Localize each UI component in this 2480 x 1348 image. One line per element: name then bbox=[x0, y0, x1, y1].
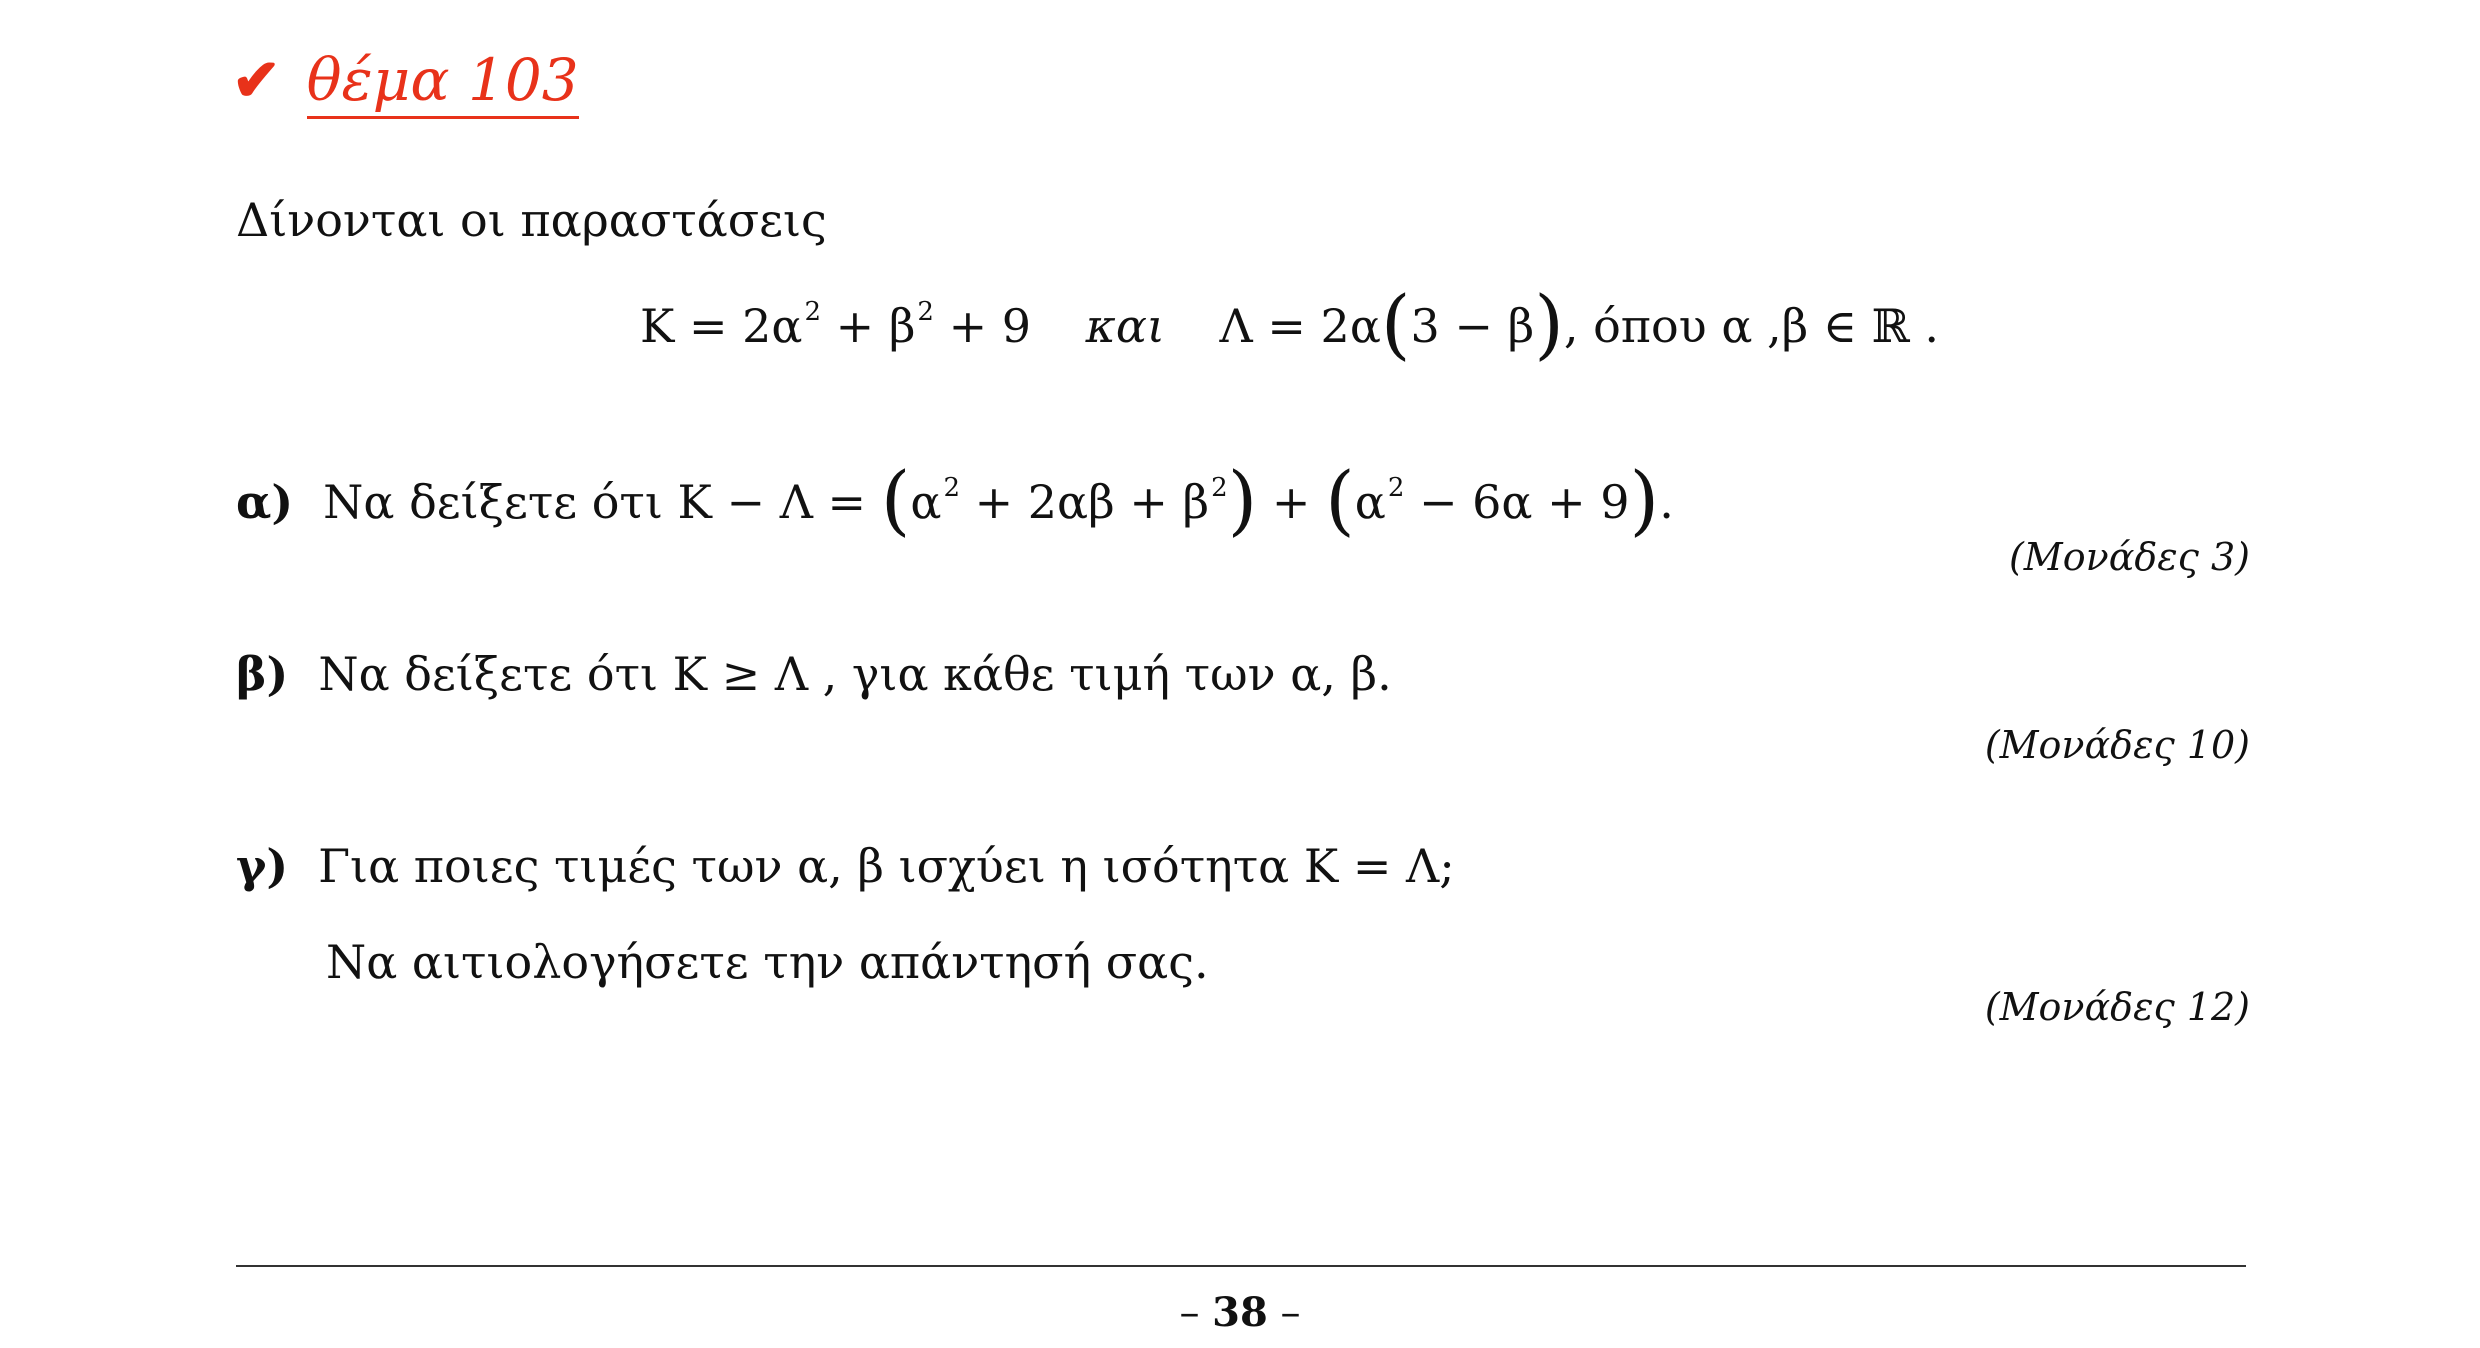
part-b-text: Να δείξετε ότι K ≥ Λ , για κάθε τιμή των α, β. bbox=[318, 647, 1392, 701]
part-a-plus: + bbox=[1257, 475, 1326, 529]
part-a-exp-2: 2 bbox=[1211, 473, 1228, 503]
part-a-label: α) bbox=[236, 475, 294, 529]
part-a-term-1b: + 2αβ + β bbox=[959, 475, 1210, 529]
where-word: , όπου bbox=[1563, 299, 1707, 353]
part-b-points: (Μονάδες 10) bbox=[1984, 723, 2250, 767]
k-expr-mid: + β bbox=[821, 299, 916, 353]
paren-close: ) bbox=[1534, 279, 1564, 368]
part-b-label: β) bbox=[236, 647, 289, 701]
k-expr-start: K = 2α bbox=[640, 299, 803, 353]
part-a-exp-3: 2 bbox=[1387, 473, 1405, 503]
part-a-term-2b: − 6α + 9 bbox=[1404, 475, 1630, 529]
part-a-term-2a: α bbox=[1354, 475, 1386, 529]
checkmark-icon: ✔ bbox=[232, 46, 281, 114]
k-expr-end: + 9 bbox=[933, 299, 1032, 353]
topic-title bbox=[232, 40, 579, 120]
part-a-paren-1-open: ( bbox=[880, 455, 911, 544]
part-a-text: Να δείξετε ότι K − Λ = bbox=[323, 475, 867, 529]
k-exponent-2: 2 bbox=[917, 297, 934, 327]
part-c-statement bbox=[236, 836, 1455, 896]
part-a-points: (Μονάδες 3) bbox=[2008, 535, 2250, 579]
page-number bbox=[0, 1288, 2480, 1338]
definition-line bbox=[640, 279, 1939, 368]
part-a-statement bbox=[236, 455, 1674, 544]
part-a-paren-1-close: ) bbox=[1227, 455, 1258, 544]
l-expr-inner: 3 − β bbox=[1410, 299, 1535, 353]
page-number-suffix: – bbox=[1267, 1290, 1301, 1336]
page-number-value: 38 bbox=[1212, 1289, 1268, 1336]
part-a-paren-2-open: ( bbox=[1325, 455, 1355, 544]
domain-expr: α ,β ∈ ℝ . bbox=[1706, 299, 1939, 353]
and-word: και bbox=[1085, 299, 1165, 353]
part-c-text: Για ποιες τιμές των α, β ισχύει η ισότητα K = Λ; bbox=[318, 839, 1455, 893]
l-expr-start: Λ = 2α bbox=[1219, 299, 1381, 353]
k-exponent-1: 2 bbox=[804, 297, 822, 327]
part-c-text-2: Να αιτιολογήσετε την απάντησή σας. bbox=[326, 935, 1209, 989]
part-a-period: . bbox=[1659, 475, 1674, 529]
paren-open: ( bbox=[1380, 279, 1411, 368]
footer-divider bbox=[236, 1265, 2246, 1267]
part-c-points: (Μονάδες 12) bbox=[1984, 985, 2250, 1029]
part-a-exp-1: 2 bbox=[943, 473, 960, 503]
page-number-prefix: – bbox=[1179, 1290, 1213, 1336]
part-c-label: γ) bbox=[236, 839, 289, 893]
part-b-statement bbox=[236, 644, 1392, 704]
topic-title-text: θέμα 103 bbox=[307, 46, 579, 119]
intro-text: Δίνονται οι παραστάσεις bbox=[236, 193, 827, 247]
part-a-paren-2-close: ) bbox=[1629, 455, 1660, 544]
part-a-term-1a: α bbox=[910, 475, 942, 529]
